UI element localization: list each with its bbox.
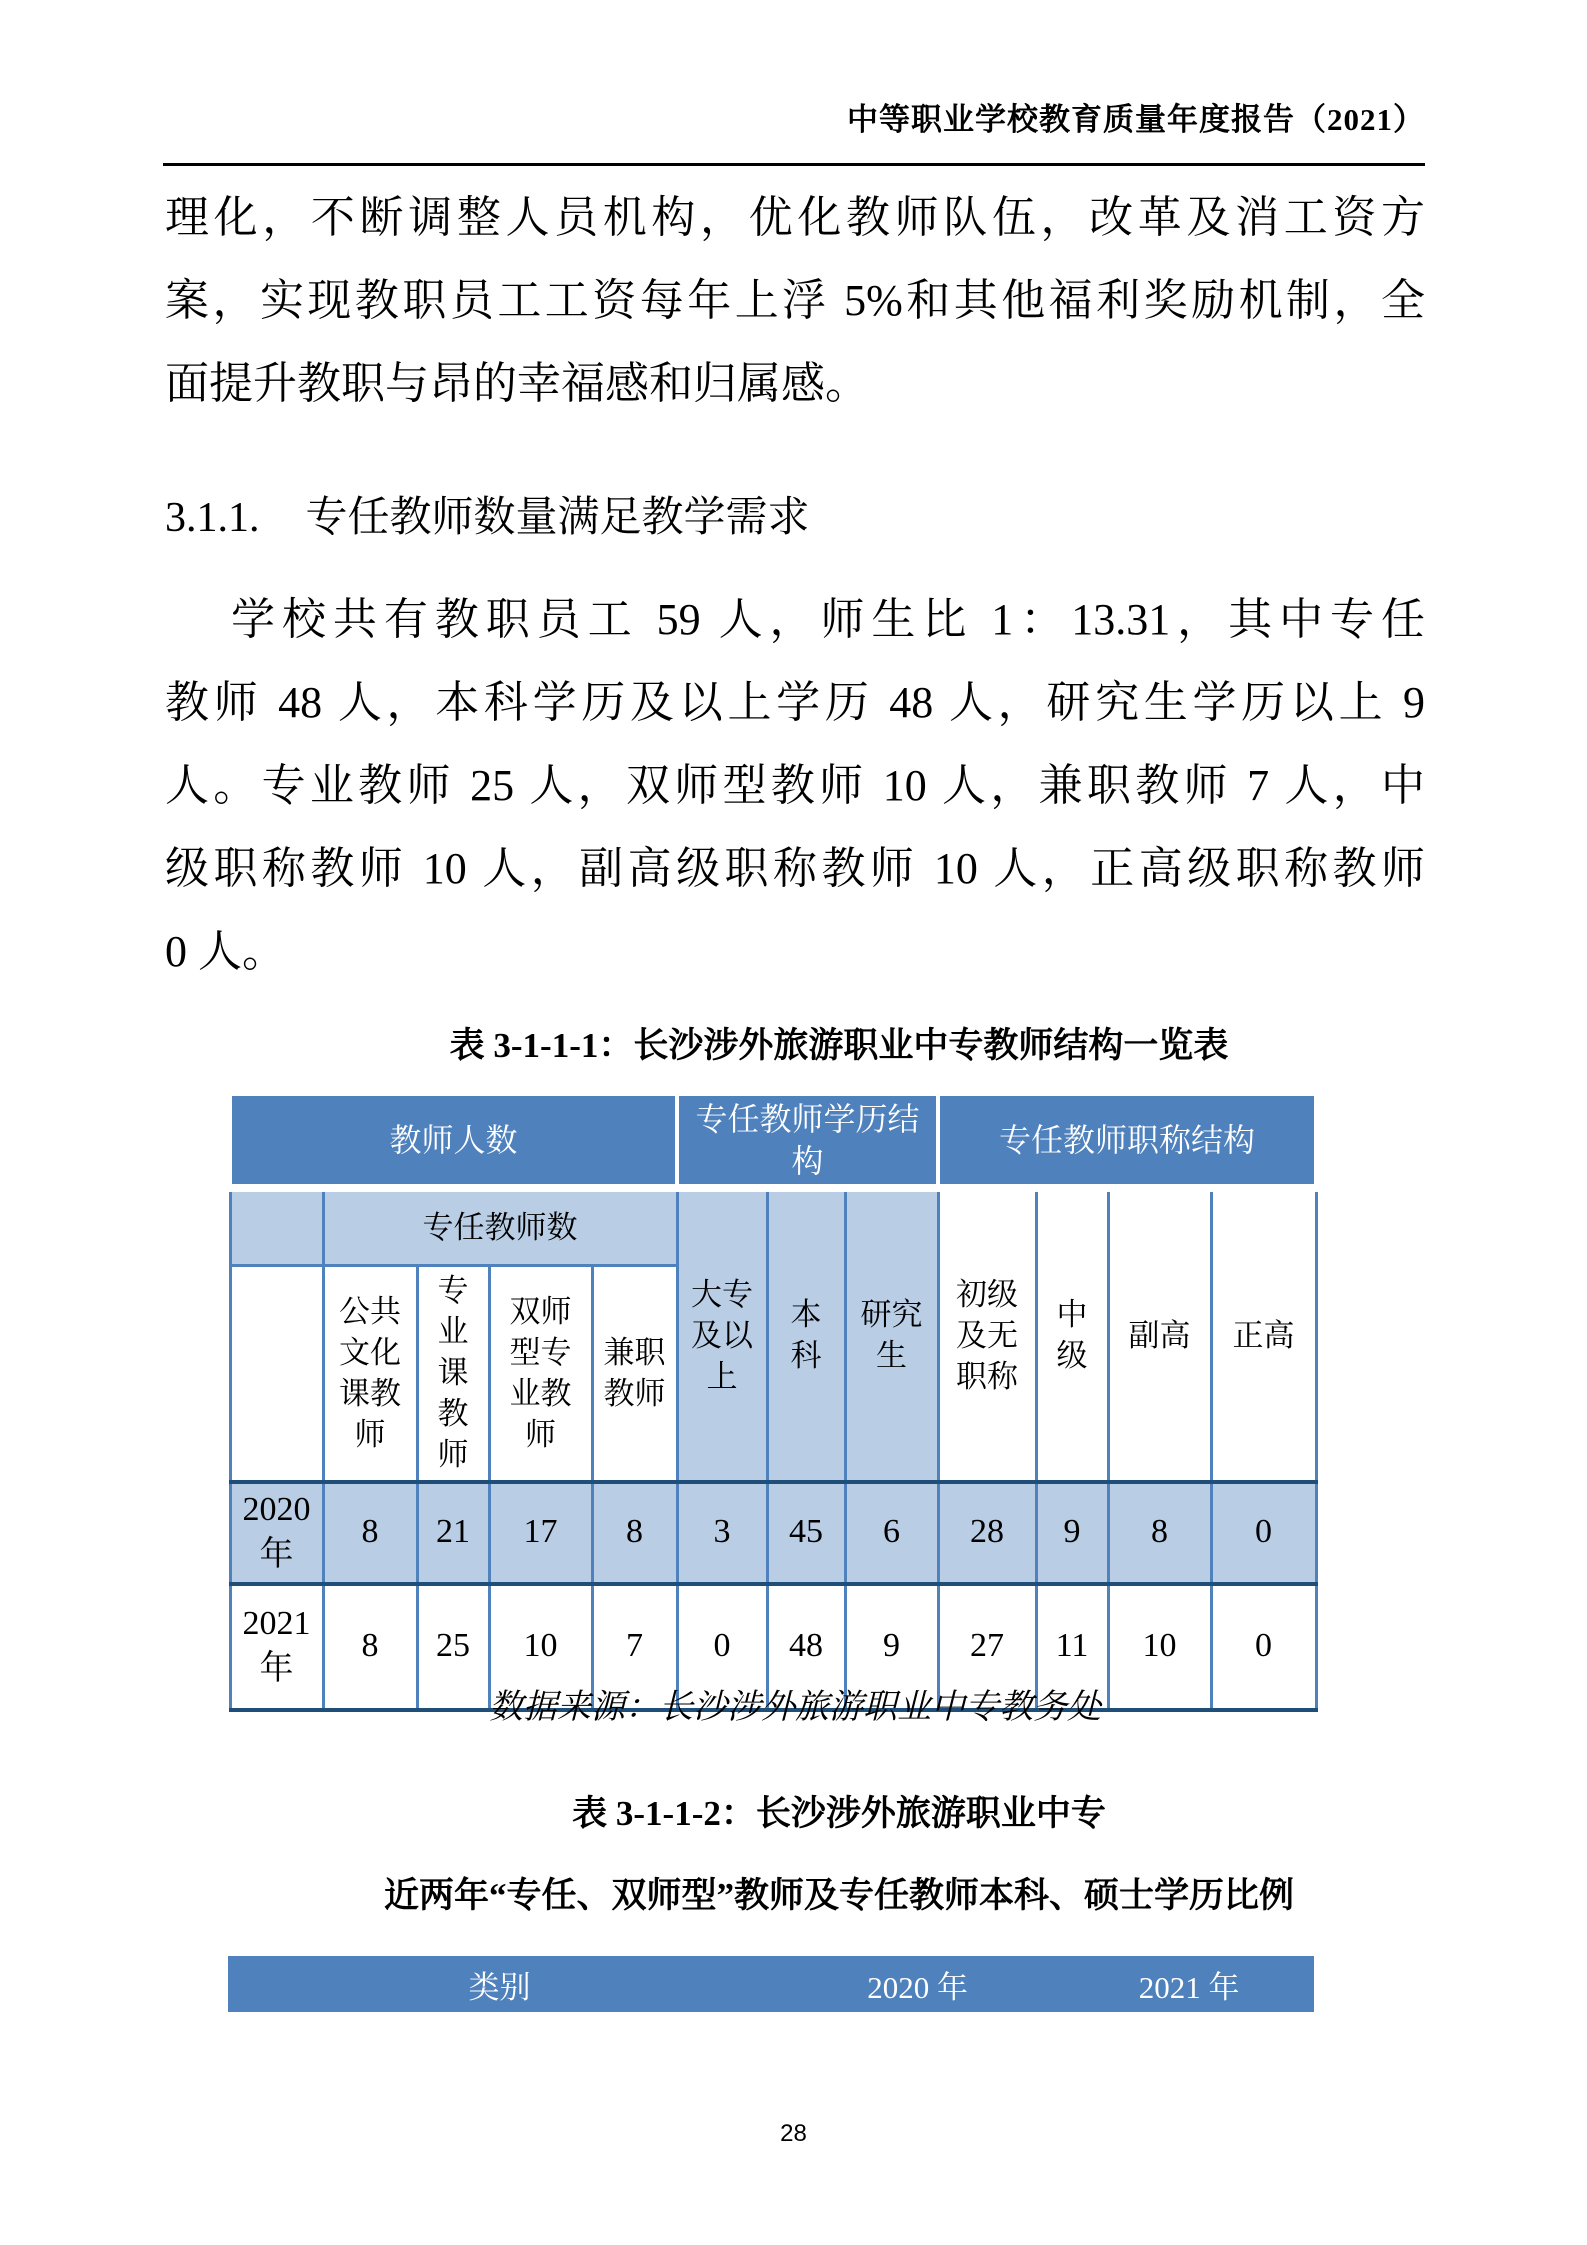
table-cell: 3 bbox=[677, 1482, 767, 1584]
table-cell: 25 bbox=[417, 1584, 489, 1710]
column-header: 兼职教师 bbox=[592, 1266, 677, 1482]
table-cell: 0 bbox=[1211, 1482, 1316, 1584]
table2-header-2021: 2021 年 bbox=[1138, 1969, 1240, 2005]
subgroup-header-fulltime-count: 专任教师数 bbox=[323, 1188, 677, 1266]
body-text-line: 案，实现教职员工工资每年上浮 5%和其他福利奖励机制，全 bbox=[165, 276, 1425, 325]
table-cell: 9 bbox=[1036, 1482, 1108, 1584]
table-cell: 8 bbox=[323, 1584, 417, 1710]
column-header: 本科 bbox=[767, 1188, 845, 1482]
column-header: 正高 bbox=[1211, 1188, 1316, 1482]
body-text-line: 人。专业教师 25 人，双师型教师 10 人，兼职教师 7 人，中 bbox=[165, 761, 1425, 810]
group-header-title-structure: 专任教师职称结构 bbox=[938, 1094, 1316, 1188]
column-header: 专业课教师 bbox=[417, 1266, 489, 1482]
table-cell: 27 bbox=[938, 1584, 1036, 1710]
table-cell: 45 bbox=[767, 1482, 845, 1584]
table-cell: 10 bbox=[489, 1584, 592, 1710]
column-header: 初级及无职称 bbox=[938, 1188, 1036, 1482]
column-header: 双师型专业教师 bbox=[489, 1266, 592, 1482]
table-cell: 7 bbox=[592, 1584, 677, 1710]
empty-corner-cell bbox=[230, 1188, 323, 1266]
table2-header-category: 类别 bbox=[468, 1969, 531, 2005]
table-cell: 0 bbox=[677, 1584, 767, 1710]
body-text-line: 级职称教师 10 人，副高级职称教师 10 人，正高级职称教师 bbox=[165, 844, 1425, 893]
group-header-teacher-count: 教师人数 bbox=[230, 1094, 677, 1188]
page-number: 28 bbox=[780, 2120, 807, 2147]
table-cell: 6 bbox=[845, 1482, 938, 1584]
table-cell: 0 bbox=[1211, 1584, 1316, 1710]
table1-caption: 表 3-1-1-1：长沙涉外旅游职业中专教师结构一览表 bbox=[449, 1026, 1229, 1065]
row-label: 2021 年 bbox=[230, 1584, 323, 1710]
table-cell: 28 bbox=[938, 1482, 1036, 1584]
page-header-title: 中等职业学校教育质量年度报告（2021） bbox=[847, 102, 1425, 137]
group-header-degree-structure: 专任教师学历结构 bbox=[677, 1094, 938, 1188]
table2-header-2020: 2020 年 bbox=[867, 1969, 968, 2005]
paragraph-2 bbox=[165, 578, 1425, 993]
table1-subheader-row-1 bbox=[230, 1188, 1316, 1266]
empty-cell bbox=[230, 1266, 323, 1482]
section-number: 3.1.1. bbox=[165, 495, 260, 541]
section-heading bbox=[165, 487, 1425, 549]
table-cell: 17 bbox=[489, 1482, 592, 1584]
table-cell: 8 bbox=[592, 1482, 677, 1584]
column-header: 中级 bbox=[1036, 1188, 1108, 1482]
body-text-line: 面提升教职与昂的幸福感和归属感。 bbox=[165, 359, 869, 408]
table-cell: 8 bbox=[323, 1482, 417, 1584]
row-label: 2020 年 bbox=[230, 1482, 323, 1584]
table-cell: 48 bbox=[767, 1584, 845, 1710]
section-title: 专任教师数量满足教学需求 bbox=[305, 495, 810, 541]
column-header: 副高 bbox=[1108, 1188, 1211, 1482]
column-header: 公共文化课教师 bbox=[323, 1266, 417, 1482]
table-cell: 11 bbox=[1036, 1584, 1108, 1710]
body-text-line: 学校共有教职员工 59 人，师生比 1：13.31，其中专任 bbox=[231, 595, 1425, 644]
header-rule bbox=[163, 163, 1425, 166]
body-text-line: 教师 48 人，本科学历及以上学历 48 人，研究生学历以上 9 bbox=[165, 678, 1425, 727]
body-text-line: 理化，不断调整人员机构，优化教师队伍，改革及消工资方 bbox=[165, 193, 1425, 242]
table-row bbox=[230, 1482, 1316, 1584]
paragraph-1 bbox=[165, 176, 1425, 425]
column-header: 研究生 bbox=[845, 1188, 938, 1482]
body-text-line: 0 人。 bbox=[165, 927, 286, 976]
table-cell: 21 bbox=[417, 1482, 489, 1584]
table1-group-header-row bbox=[230, 1094, 1316, 1188]
table-cell: 8 bbox=[1108, 1482, 1211, 1584]
column-header: 大专及以上 bbox=[677, 1188, 767, 1482]
table2-caption-line1: 表 3-1-1-2：长沙涉外旅游职业中专 bbox=[572, 1794, 1106, 1833]
teacher-structure-table bbox=[228, 1092, 1318, 1712]
table-cell: 10 bbox=[1108, 1584, 1211, 1710]
data-source-note: 数据来源：长沙涉外旅游职业中专教务处 bbox=[489, 1689, 1101, 1726]
table-cell: 9 bbox=[845, 1584, 938, 1710]
table2-header-row bbox=[228, 1956, 1314, 2012]
table2-caption-line2: 近两年“专任、双师型”教师及专任教师本科、硕士学历比例 bbox=[383, 1876, 1294, 1915]
